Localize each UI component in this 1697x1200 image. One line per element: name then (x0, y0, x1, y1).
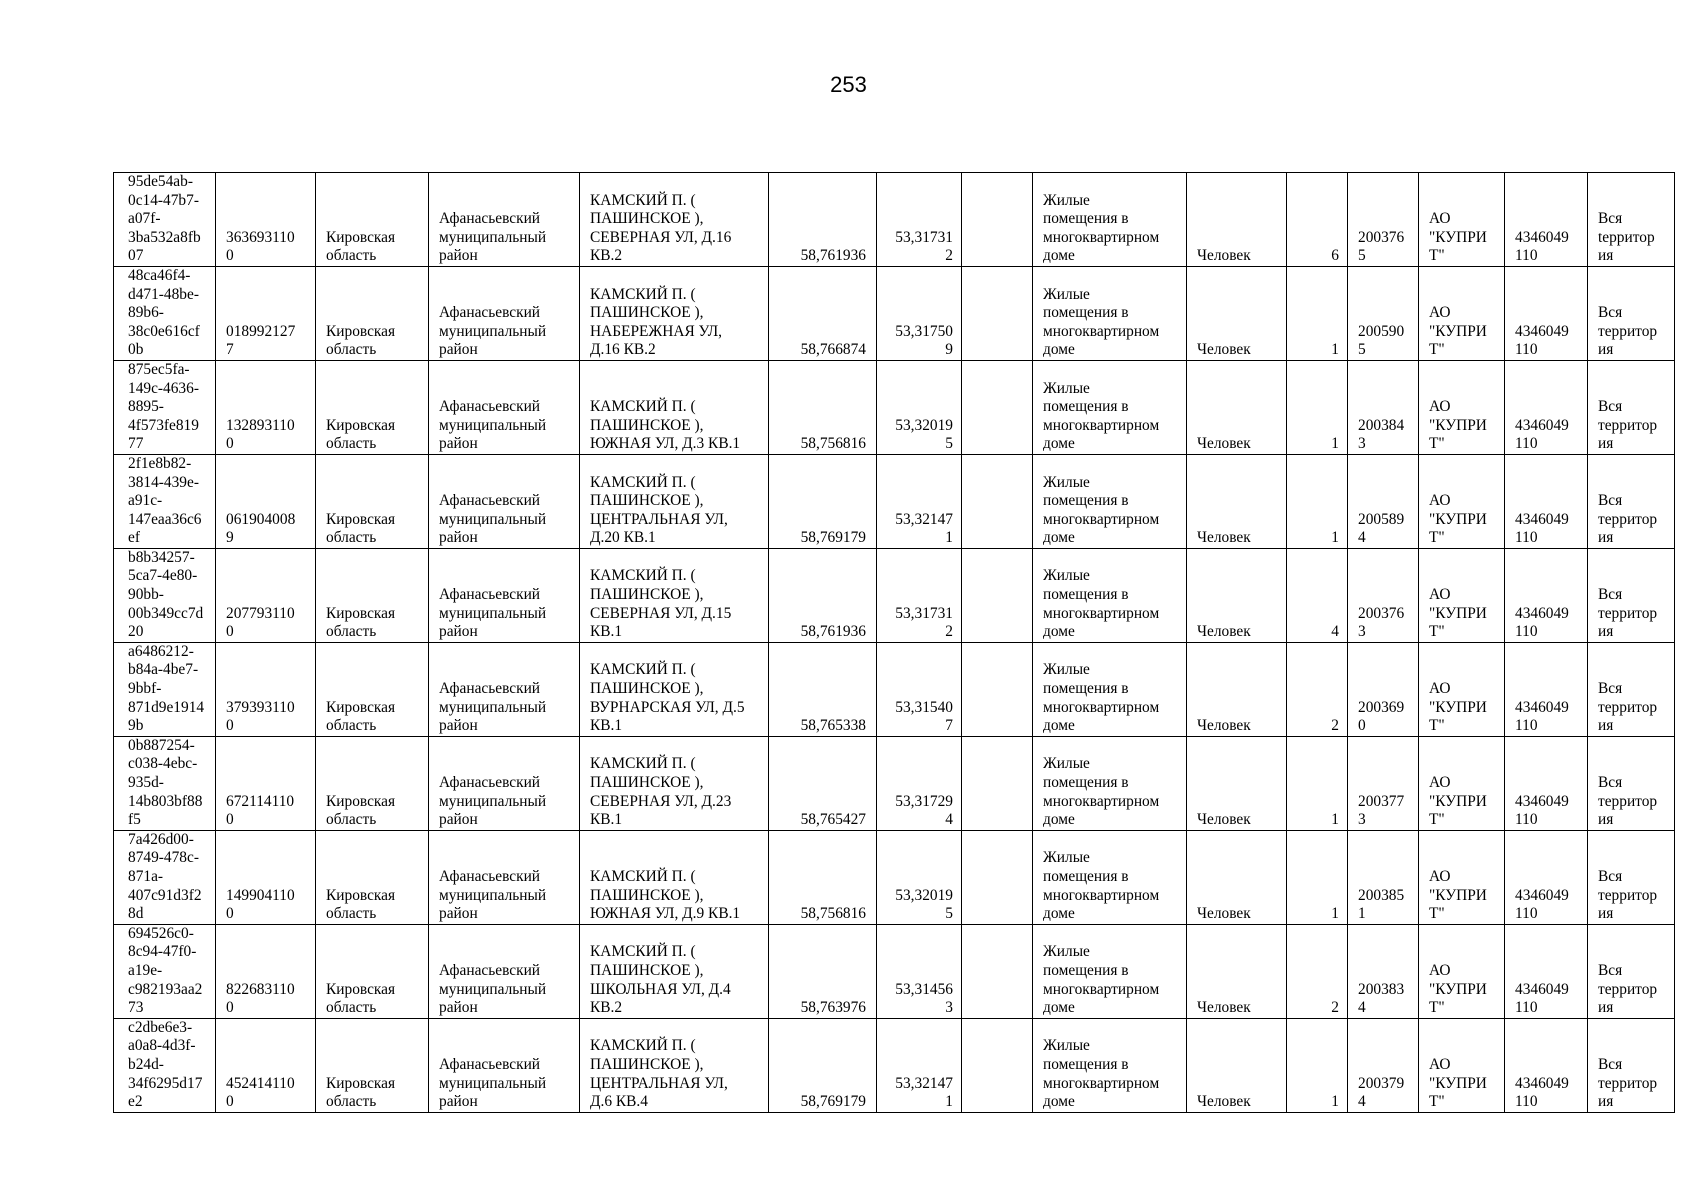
cell-object-code: 200369 0 (1348, 642, 1419, 736)
cell-empty (962, 454, 1033, 548)
cell-district: Афанасьевский муниципальный район (429, 924, 580, 1018)
cell-region: Кировская область (316, 830, 429, 924)
cell-organization: АО "КУПРИ Т" (1419, 1018, 1505, 1112)
cell-inn: 4346049 110 (1505, 830, 1588, 924)
cell-id: a6486212- b84a-4be7- 9bbf- 871d9e1914 9b (114, 642, 216, 736)
table-row (114, 266, 1675, 360)
cell-organization: АО "КУПРИ Т" (1419, 266, 1505, 360)
cell-unit: Человек (1187, 360, 1287, 454)
cell-latitude: 58,761936 (769, 548, 877, 642)
cell-premises-type: Жилые помещения в многоквартирном доме (1033, 266, 1187, 360)
cell-region: Кировская область (316, 548, 429, 642)
cell-id: c2dbe6e3- a0a8-4d3f- b24d- 34f6295d17 e2 (114, 1018, 216, 1112)
cell-object-code: 200376 3 (1348, 548, 1419, 642)
cell-object-code: 200377 3 (1348, 736, 1419, 830)
cell-count: 2 (1287, 642, 1348, 736)
cell-code: 149904110 0 (216, 830, 316, 924)
cell-code: 061904008 9 (216, 454, 316, 548)
cell-longitude: 53,32019 5 (877, 360, 962, 454)
cell-object-code: 200379 4 (1348, 1018, 1419, 1112)
cell-region: Кировская область (316, 360, 429, 454)
cell-longitude: 53,32147 1 (877, 1018, 962, 1112)
cell-id: 7a426d00- 8749-478c- 871a- 407c91d3f2 8d (114, 830, 216, 924)
cell-unit: Человек (1187, 736, 1287, 830)
cell-object-code: 200384 3 (1348, 360, 1419, 454)
cell-empty (962, 1018, 1033, 1112)
cell-premises-type: Жилые помещения в многоквартирном доме (1033, 736, 1187, 830)
cell-region: Кировская область (316, 642, 429, 736)
cell-district: Афанасьевский муниципальный район (429, 830, 580, 924)
cell-premises-type: Жилые помещения в многоквартирном доме (1033, 360, 1187, 454)
cell-code: 379393110 0 (216, 642, 316, 736)
cell-count: 1 (1287, 454, 1348, 548)
cell-region: Кировская область (316, 173, 429, 267)
cell-code: 207793110 0 (216, 548, 316, 642)
cell-region: Кировская область (316, 266, 429, 360)
cell-inn: 4346049 110 (1505, 736, 1588, 830)
cell-organization: АО "КУПРИ Т" (1419, 173, 1505, 267)
cell-longitude: 53,31456 3 (877, 924, 962, 1018)
cell-unit: Человек (1187, 642, 1287, 736)
cell-organization: АО "КУПРИ Т" (1419, 736, 1505, 830)
table-row (114, 924, 1675, 1018)
table-row (114, 1018, 1675, 1112)
cell-region: Кировская область (316, 736, 429, 830)
table-row (114, 454, 1675, 548)
cell-district: Афанасьевский муниципальный район (429, 1018, 580, 1112)
cell-unit: Человек (1187, 173, 1287, 267)
cell-empty (962, 173, 1033, 267)
cell-premises-type: Жилые помещения в многоквартирном доме (1033, 642, 1187, 736)
cell-latitude: 58,756816 (769, 830, 877, 924)
table-row (114, 642, 1675, 736)
cell-address: КАМСКИЙ П. ( ПАШИНСКОЕ ), ЦЕНТРАЛЬНАЯ УЛ, Д.6 КВ.4 (580, 1018, 769, 1112)
cell-latitude: 58,769179 (769, 1018, 877, 1112)
cell-inn: 4346049 110 (1505, 266, 1588, 360)
cell-unit: Человек (1187, 454, 1287, 548)
cell-address: КАМСКИЙ П. ( ПАШИНСКОЕ ), ВУРНАРСКАЯ УЛ, Д.5 КВ.1 (580, 642, 769, 736)
cell-id: 95de54ab- 0c14-47b7- a07f- 3ba532a8fb 07 (114, 173, 216, 267)
cell-code: 018992127 7 (216, 266, 316, 360)
cell-territory: Вся территор ия (1588, 642, 1675, 736)
cell-address: КАМСКИЙ П. ( ПАШИНСКОЕ ), НАБЕРЕЖНАЯ УЛ, Д.16 КВ.2 (580, 266, 769, 360)
cell-inn: 4346049 110 (1505, 454, 1588, 548)
cell-id: 48ca46f4- d471-48be- 89b6- 38c0e616cf 0b (114, 266, 216, 360)
cell-empty (962, 548, 1033, 642)
cell-premises-type: Жилые помещения в многоквартирном доме (1033, 548, 1187, 642)
cell-longitude: 53,31729 4 (877, 736, 962, 830)
cell-latitude: 58,765427 (769, 736, 877, 830)
cell-unit: Человек (1187, 548, 1287, 642)
cell-latitude: 58,766874 (769, 266, 877, 360)
cell-id: 694526c0- 8c94-47f0- a19e- c982193aa2 73 (114, 924, 216, 1018)
cell-empty (962, 642, 1033, 736)
cell-region: Кировская область (316, 924, 429, 1018)
cell-organization: АО "КУПРИ Т" (1419, 924, 1505, 1018)
cell-longitude: 53,31540 7 (877, 642, 962, 736)
cell-premises-type: Жилые помещения в многоквартирном доме (1033, 924, 1187, 1018)
cell-territory: Вся территор ия (1588, 266, 1675, 360)
cell-district: Афанасьевский муниципальный район (429, 266, 580, 360)
cell-count: 1 (1287, 360, 1348, 454)
cell-longitude: 53,31731 2 (877, 548, 962, 642)
cell-district: Афанасьевский муниципальный район (429, 454, 580, 548)
cell-longitude: 53,31750 9 (877, 266, 962, 360)
cell-organization: АО "КУПРИ Т" (1419, 642, 1505, 736)
cell-unit: Человек (1187, 924, 1287, 1018)
cell-code: 363693110 0 (216, 173, 316, 267)
cell-territory: Вся территор ия (1588, 360, 1675, 454)
cell-premises-type: Жилые помещения в многоквартирном доме (1033, 1018, 1187, 1112)
cell-address: КАМСКИЙ П. ( ПАШИНСКОЕ ), ЦЕНТРАЛЬНАЯ УЛ, Д.20 КВ.1 (580, 454, 769, 548)
registry-table (113, 172, 1675, 1113)
cell-empty (962, 736, 1033, 830)
cell-district: Афанасьевский муниципальный район (429, 736, 580, 830)
cell-latitude: 58,765338 (769, 642, 877, 736)
cell-latitude: 58,761936 (769, 173, 877, 267)
cell-address: КАМСКИЙ П. ( ПАШИНСКОЕ ), СЕВЕРНАЯ УЛ, Д.16 КВ.2 (580, 173, 769, 267)
cell-organization: АО "КУПРИ Т" (1419, 830, 1505, 924)
table-row (114, 736, 1675, 830)
table-body (114, 173, 1675, 1113)
cell-district: Афанасьевский муниципальный район (429, 360, 580, 454)
cell-territory: Вся территор ия (1588, 454, 1675, 548)
cell-object-code: 200589 4 (1348, 454, 1419, 548)
table-row (114, 360, 1675, 454)
table-row (114, 830, 1675, 924)
cell-count: 2 (1287, 924, 1348, 1018)
cell-id: 875ec5fa- 149c-4636- 8895- 4f573fe819 77 (114, 360, 216, 454)
cell-organization: АО "КУПРИ Т" (1419, 454, 1505, 548)
cell-address: КАМСКИЙ П. ( ПАШИНСКОЕ ), СЕВЕРНАЯ УЛ, Д.15 КВ.1 (580, 548, 769, 642)
cell-address: КАМСКИЙ П. ( ПАШИНСКОЕ ), ЮЖНАЯ УЛ, Д.3 КВ.1 (580, 360, 769, 454)
cell-inn: 4346049 110 (1505, 173, 1588, 267)
cell-inn: 4346049 110 (1505, 924, 1588, 1018)
table-row (114, 548, 1675, 642)
cell-inn: 4346049 110 (1505, 360, 1588, 454)
cell-inn: 4346049 110 (1505, 1018, 1588, 1112)
cell-count: 1 (1287, 1018, 1348, 1112)
cell-district: Афанасьевский муниципальный район (429, 548, 580, 642)
cell-organization: АО "КУПРИ Т" (1419, 548, 1505, 642)
cell-region: Кировская область (316, 1018, 429, 1112)
cell-latitude: 58,769179 (769, 454, 877, 548)
cell-territory: Вся территор ия (1588, 1018, 1675, 1112)
cell-empty (962, 924, 1033, 1018)
cell-premises-type: Жилые помещения в многоквартирном доме (1033, 830, 1187, 924)
cell-organization: АО "КУПРИ Т" (1419, 360, 1505, 454)
cell-latitude: 58,763976 (769, 924, 877, 1018)
cell-count: 6 (1287, 173, 1348, 267)
cell-longitude: 53,32019 5 (877, 830, 962, 924)
cell-territory: Вся территор ия (1588, 830, 1675, 924)
cell-district: Афанасьевский муниципальный район (429, 173, 580, 267)
cell-inn: 4346049 110 (1505, 642, 1588, 736)
cell-unit: Человек (1187, 830, 1287, 924)
cell-inn: 4346049 110 (1505, 548, 1588, 642)
cell-object-code: 200385 1 (1348, 830, 1419, 924)
cell-address: КАМСКИЙ П. ( ПАШИНСКОЕ ), ЮЖНАЯ УЛ, Д.9 КВ.1 (580, 830, 769, 924)
cell-territory: Вся территор ия (1588, 924, 1675, 1018)
cell-empty (962, 266, 1033, 360)
cell-id: 0b887254- c038-4ebc- 935d- 14b803bf88 f5 (114, 736, 216, 830)
cell-count: 1 (1287, 736, 1348, 830)
cell-latitude: 58,756816 (769, 360, 877, 454)
cell-premises-type: Жилые помещения в многоквартирном доме (1033, 173, 1187, 267)
cell-empty (962, 830, 1033, 924)
cell-code: 452414110 0 (216, 1018, 316, 1112)
cell-address: КАМСКИЙ П. ( ПАШИНСКОЕ ), СЕВЕРНАЯ УЛ, Д.23 КВ.1 (580, 736, 769, 830)
cell-longitude: 53,32147 1 (877, 454, 962, 548)
cell-district: Афанасьевский муниципальный район (429, 642, 580, 736)
page-number: 253 (830, 72, 867, 97)
cell-unit: Человек (1187, 1018, 1287, 1112)
cell-address: КАМСКИЙ П. ( ПАШИНСКОЕ ), ШКОЛЬНАЯ УЛ, Д.4 КВ.2 (580, 924, 769, 1018)
cell-unit: Человек (1187, 266, 1287, 360)
cell-object-code: 200383 4 (1348, 924, 1419, 1018)
cell-territory: Вся территор ия (1588, 736, 1675, 830)
cell-code: 672114110 0 (216, 736, 316, 830)
cell-premises-type: Жилые помещения в многоквартирном доме (1033, 454, 1187, 548)
cell-count: 1 (1287, 830, 1348, 924)
cell-object-code: 200590 5 (1348, 266, 1419, 360)
cell-id: b8b34257- 5ca7-4e80- 90bb- 00b349cc7d 20 (114, 548, 216, 642)
cell-region: Кировская область (316, 454, 429, 548)
cell-object-code: 200376 5 (1348, 173, 1419, 267)
cell-territory: Вся территор ия (1588, 548, 1675, 642)
cell-longitude: 53,31731 2 (877, 173, 962, 267)
cell-id: 2f1e8b82- 3814-439e- a91c- 147eaa36c6 ef (114, 454, 216, 548)
cell-territory: Вся tерритор ия (1588, 173, 1675, 267)
cell-code: 132893110 0 (216, 360, 316, 454)
cell-count: 4 (1287, 548, 1348, 642)
cell-empty (962, 360, 1033, 454)
cell-code: 822683110 0 (216, 924, 316, 1018)
cell-count: 1 (1287, 266, 1348, 360)
table-row (114, 173, 1675, 267)
